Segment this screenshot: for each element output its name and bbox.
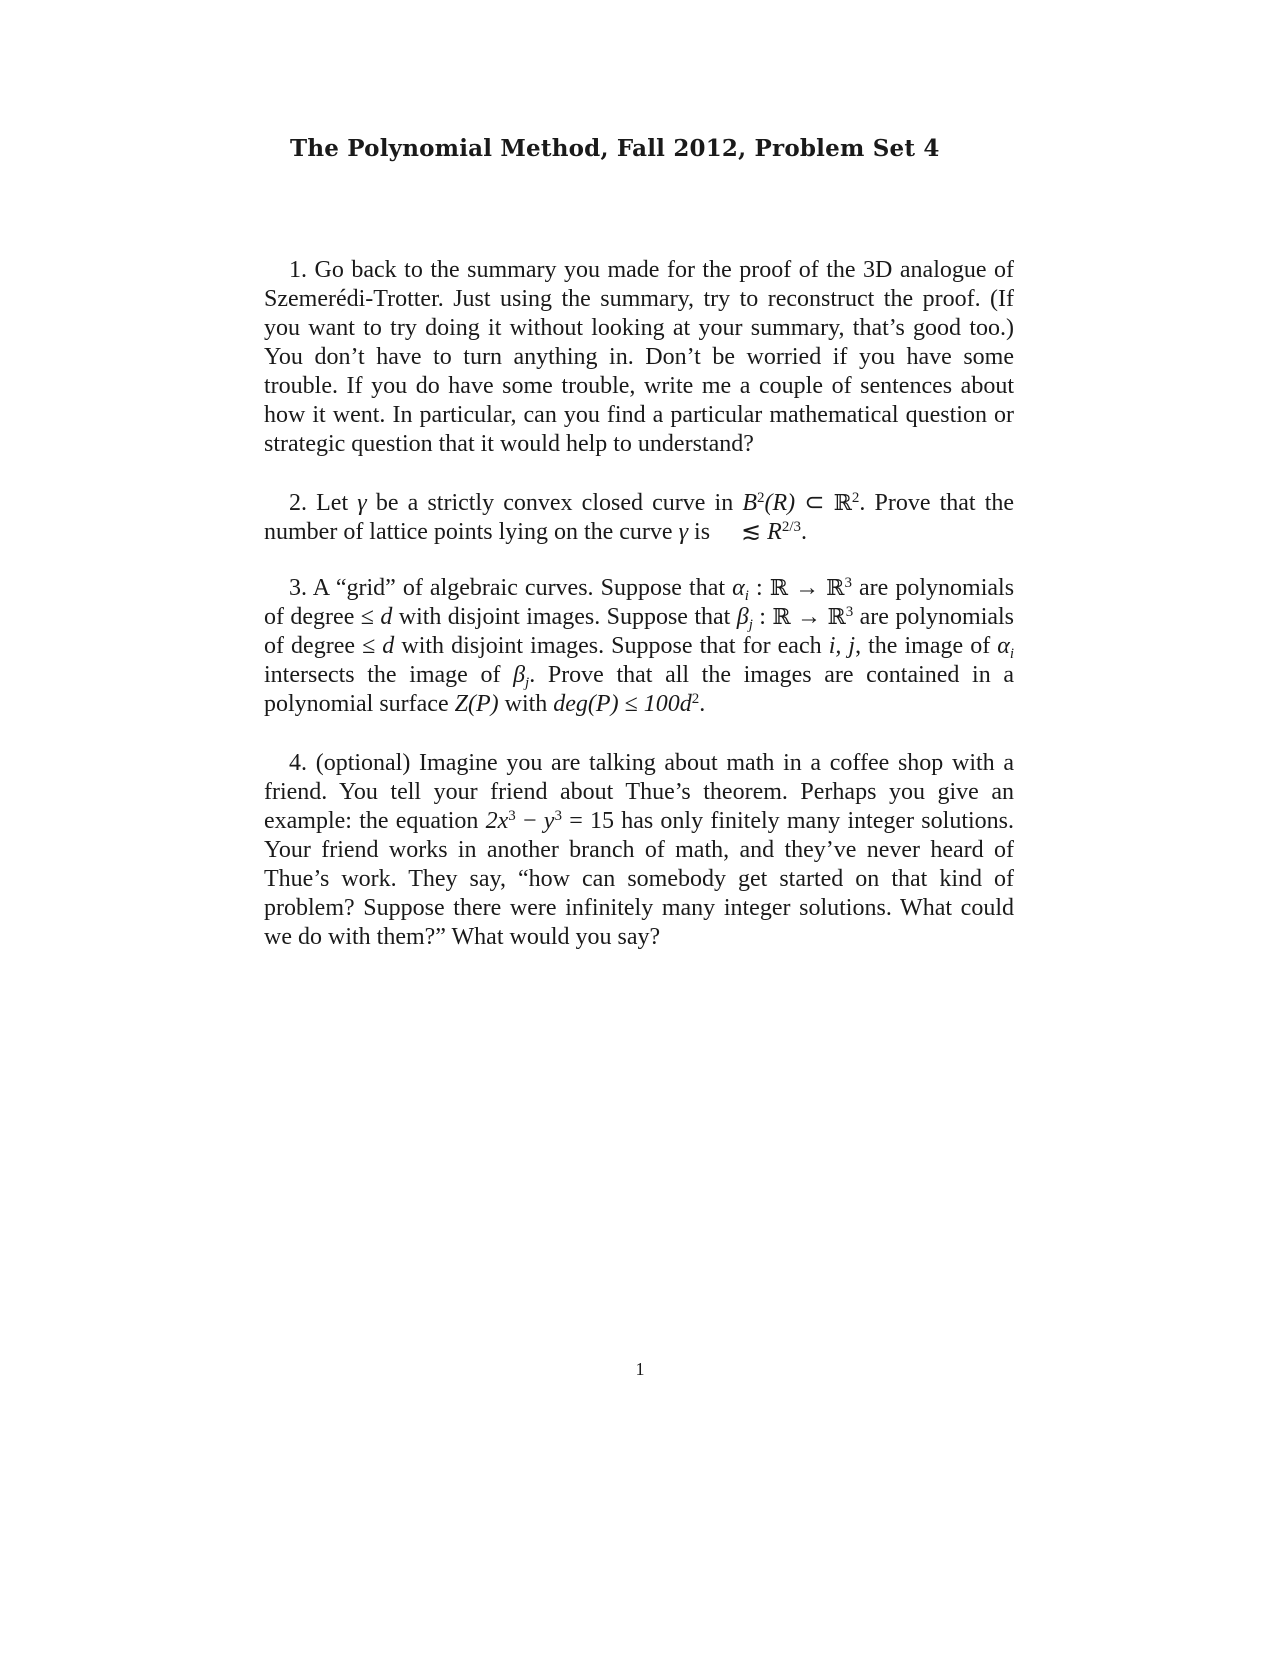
problem-1-number: 1. [289, 257, 307, 283]
math-symbol: d [380, 604, 393, 630]
math-reals: ℝ [827, 605, 846, 630]
math-gamma: γ [357, 490, 367, 516]
problem-2-text: . [801, 519, 807, 545]
problem-3-text: A “grid” of algebraic curves. Suppose that [312, 575, 726, 601]
math-exponent: 2 [851, 489, 860, 506]
math-beta-j [736, 604, 753, 633]
document-body [264, 256, 1014, 952]
math-symbol: α [732, 575, 745, 601]
math-equation [486, 808, 614, 834]
problem-4-number: 4. [289, 750, 307, 776]
math-subscript: i [744, 587, 749, 604]
math-symbol: β [736, 604, 749, 630]
math-symbol: − [523, 808, 537, 834]
math-subset: ⊂ [804, 490, 825, 516]
math-leq: ≤ [362, 633, 376, 659]
math-symbol: : [759, 604, 766, 630]
problem-3-text: are polynomials of degree [264, 575, 1015, 630]
math-symbol: 100d [643, 691, 692, 717]
problem-3-text: , the image of [855, 633, 991, 659]
math-symbol: y [543, 808, 555, 834]
problem-1-text: Go back to the summary you made for the proof of the 3D analogue of Szemerédi-Trotter. Just using the summary, try to reconstruct the proof. (If you want to try doing it without looking at your summary, that’s good too.) You don’t have to turn anything in. Don’t be worried if you have some trouble. If you do have some trouble, write me a couple of sentences about how it went. In particular, can you find a particular mathematical question or strategic question that it would help to understand? [264, 257, 1015, 457]
math-symbol: d [382, 633, 395, 659]
problem-4-text: has only finitely many integer solutions. Your friend works in another branch of math, and they’ve never heard of Thue’s work. They say, “how can somebody get started on that kind of problem? Suppose there were infinitely many integer solutions. What could we do with them?” What would you say? [264, 808, 1014, 950]
math-subscript: j [525, 674, 530, 691]
problem-2-text: is [694, 519, 711, 545]
math-symbol: deg(P) [553, 691, 619, 717]
math-leq: ≤ [360, 604, 374, 630]
math-symbol: B [742, 490, 758, 516]
math-beta-j [513, 662, 530, 691]
math-alpha-i [997, 633, 1015, 662]
problem-3-text: intersects the image of [264, 662, 501, 688]
math-bound [767, 519, 801, 545]
math-arrow: → [795, 575, 820, 601]
math-arrow: → [797, 604, 822, 630]
math-subscript: i [1009, 645, 1015, 662]
math-exponent: 3 [554, 807, 562, 824]
problem-1 [264, 256, 1014, 459]
math-leq: ≤ [624, 691, 638, 717]
problem-3-text: . Prove that all the images are contained in a polynomial surface [264, 662, 1015, 717]
math-exponent: 3 [508, 807, 516, 824]
math-symbol: 15 [589, 808, 614, 834]
math-reals: ℝ [826, 576, 845, 601]
problem-4-text: (optional) Imagine you are talking about math in a coffee shop with a friend. You tell your friend about Thue’s theorem. Perhaps you give an example: the equation [264, 750, 1015, 834]
math-exponent: 3 [845, 603, 854, 620]
problem-2-text: be a strictly convex closed curve in [375, 490, 734, 516]
math-symbol: (R) [764, 490, 796, 516]
problem-4 [264, 749, 1014, 952]
math-symbol: Z(P) [454, 691, 499, 717]
problem-3-number: 3. [289, 575, 307, 601]
math-alpha-i [732, 575, 749, 604]
problem-3-text: are polynomials of degree [264, 604, 1015, 659]
math-reals: ℝ [833, 491, 852, 516]
problem-3-text: . [699, 691, 706, 717]
problem-2-text: Let [316, 490, 349, 516]
math-gamma: γ [678, 519, 689, 545]
problem-3-text: with disjoint images. Suppose that [398, 604, 731, 630]
math-symbol: α [997, 633, 1010, 659]
problem-2-number: 2. [289, 490, 307, 516]
math-symbol: = [569, 808, 583, 834]
problem-2-text: . Prove that the number of lattice points lying on the curve [264, 490, 1015, 545]
problem-3-text: with [504, 691, 548, 717]
math-symbol: 2x [485, 808, 509, 834]
page-number: 1 [635, 1359, 645, 1379]
math-ball [742, 490, 795, 516]
math-lesssim: ≲ [741, 519, 762, 545]
math-exponent: 2/3 [781, 518, 801, 535]
math-symbol: β [513, 662, 526, 688]
problem-3 [264, 574, 1014, 719]
math-exponent: 2 [691, 690, 700, 707]
problem-2 [264, 489, 1014, 547]
document-title: The Polynomial Method, Fall 2012, Problem Set 4 [290, 135, 940, 162]
math-bound [644, 691, 700, 717]
math-exponent: 3 [844, 574, 852, 591]
math-exponent: 2 [757, 489, 765, 506]
math-reals: ℝ [772, 605, 791, 630]
math-reals: ℝ [769, 576, 788, 601]
problem-3-text: with disjoint images. Suppose that for each [401, 633, 822, 659]
math-symbol: R [767, 519, 782, 545]
math-symbol: : [755, 575, 763, 601]
math-symbol: i, j [828, 633, 856, 659]
math-subscript: j [748, 616, 753, 633]
